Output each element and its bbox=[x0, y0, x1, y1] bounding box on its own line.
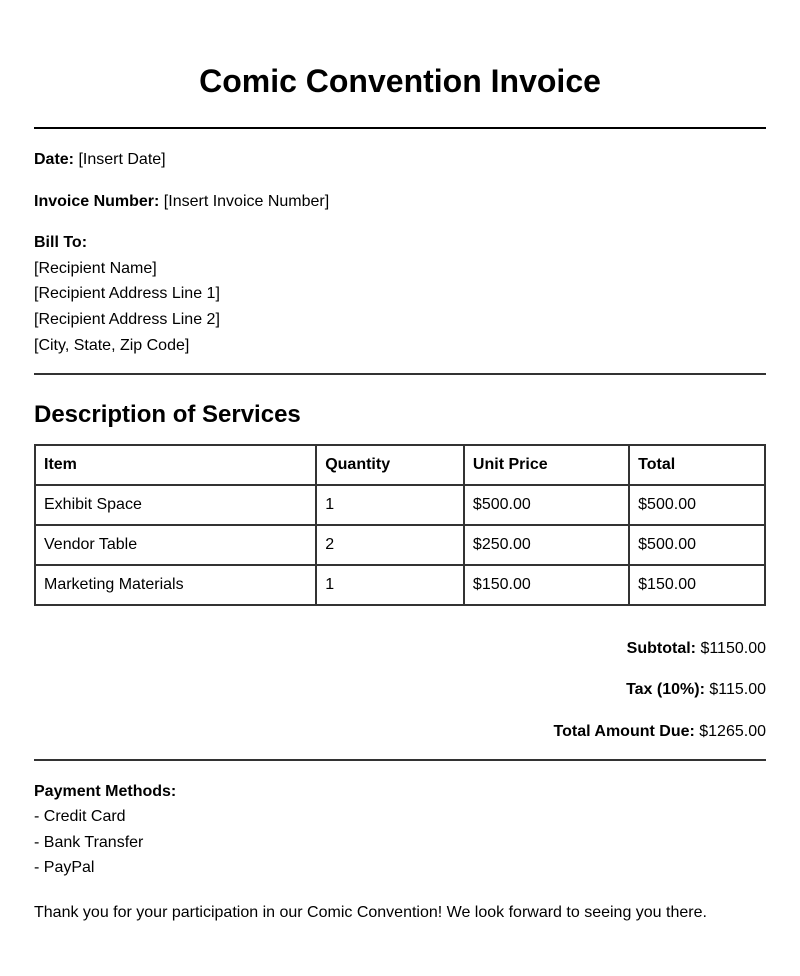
recipient-city-state-zip: [City, State, Zip Code] bbox=[34, 337, 190, 354]
cell-quantity: 1 bbox=[316, 485, 464, 525]
summary-divider bbox=[34, 759, 766, 761]
total-due-label: Total Amount Due: bbox=[553, 723, 695, 740]
payment-methods-label-text: Payment Methods: bbox=[34, 783, 177, 800]
table-row bbox=[35, 485, 765, 525]
cell-unit-price: $150.00 bbox=[464, 565, 629, 605]
invoice-number-value: [Insert Invoice Number] bbox=[159, 193, 330, 210]
date-label: Date: bbox=[34, 151, 75, 168]
invoice-number-line bbox=[34, 192, 329, 212]
cell-quantity: 1 bbox=[316, 565, 464, 605]
bill-to-label-text: Bill To: bbox=[34, 234, 88, 251]
recipient-address-line-2: [Recipient Address Line 2] bbox=[34, 311, 220, 328]
payment-method-bank-transfer: - Bank Transfer bbox=[34, 834, 144, 851]
recipient-address-line-1: [Recipient Address Line 1] bbox=[34, 285, 220, 302]
invoice-title: Comic Convention Invoice bbox=[199, 63, 601, 99]
payment-method-paypal: - PayPal bbox=[34, 859, 95, 876]
column-header-total: Total bbox=[629, 445, 765, 485]
cell-item: Marketing Materials bbox=[35, 565, 316, 605]
recipient-name: [Recipient Name] bbox=[34, 260, 157, 277]
tax-value: $115.00 bbox=[704, 681, 766, 698]
title-divider bbox=[34, 127, 766, 129]
bill-to-divider bbox=[34, 373, 766, 375]
payment-method-credit-card: - Credit Card bbox=[34, 808, 126, 825]
cell-item: Vendor Table bbox=[35, 525, 316, 565]
cell-quantity: 2 bbox=[316, 525, 464, 565]
cell-total: $500.00 bbox=[629, 485, 765, 525]
tax-line bbox=[626, 680, 766, 700]
table-row bbox=[35, 525, 765, 565]
total-due-line bbox=[554, 722, 767, 742]
subtotal-value: $1150.00 bbox=[696, 640, 766, 657]
column-header-quantity: Quantity bbox=[316, 445, 464, 485]
cell-unit-price: $250.00 bbox=[464, 525, 629, 565]
subtotal-label: Subtotal: bbox=[626, 640, 696, 657]
cell-total: $150.00 bbox=[629, 565, 765, 605]
thank-you-message: Thank you for your participation in our Comic Convention! We look forward to seeing you there. bbox=[34, 904, 707, 921]
cell-total: $500.00 bbox=[629, 525, 765, 565]
subtotal-line bbox=[627, 639, 766, 659]
column-header-unit-price: Unit Price bbox=[464, 445, 629, 485]
services-heading: Description of Services bbox=[34, 401, 301, 428]
table-row bbox=[35, 565, 765, 605]
bill-to-label bbox=[34, 233, 87, 253]
cell-item: Exhibit Space bbox=[35, 485, 316, 525]
date-line bbox=[34, 150, 166, 170]
tax-label: Tax (10%): bbox=[626, 681, 705, 698]
column-header-item: Item bbox=[35, 445, 316, 485]
table-header-row bbox=[35, 445, 765, 485]
total-due-value: $1265.00 bbox=[694, 723, 766, 740]
date-value: [Insert Date] bbox=[74, 151, 166, 168]
invoice-number-label: Invoice Number: bbox=[34, 193, 160, 210]
cell-unit-price: $500.00 bbox=[464, 485, 629, 525]
payment-methods-label bbox=[34, 782, 176, 802]
services-table bbox=[34, 444, 766, 606]
